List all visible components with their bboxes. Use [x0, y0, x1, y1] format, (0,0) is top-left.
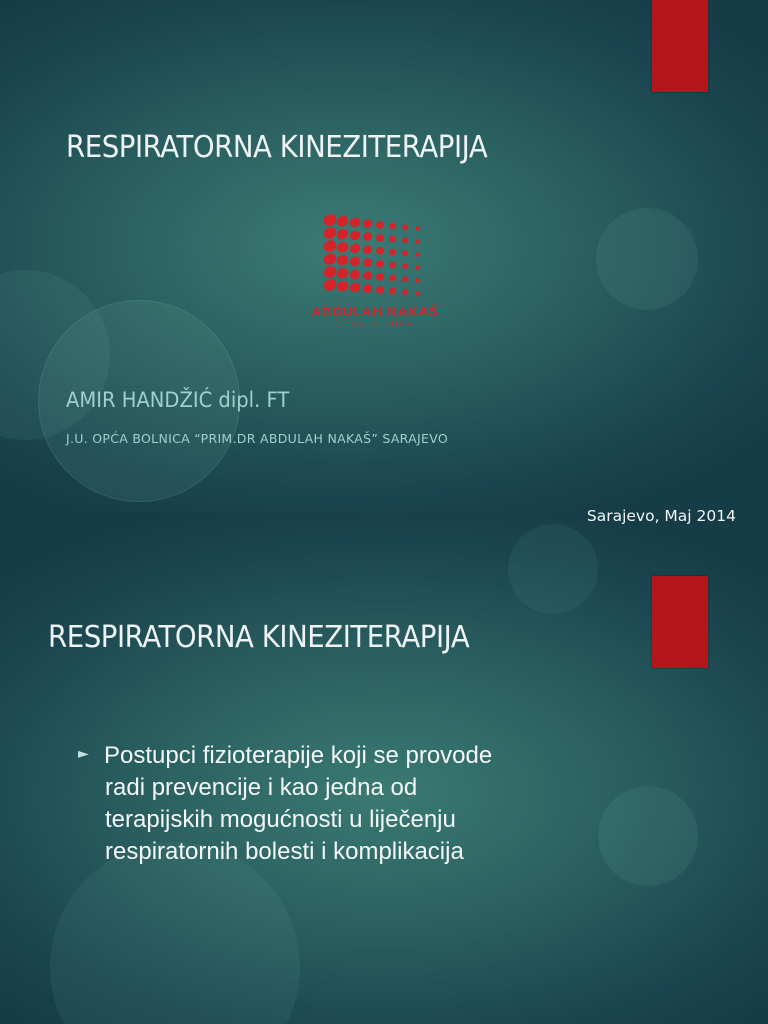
logo-dot [375, 259, 386, 269]
logo-dot [414, 290, 420, 296]
logo-dot [335, 240, 350, 254]
logo-dot [322, 277, 338, 292]
decor-bubble [596, 208, 698, 310]
decor-bubble [508, 524, 598, 614]
hospital-logo [290, 210, 460, 340]
logo-dot [348, 255, 361, 268]
logo-dot [388, 261, 397, 270]
logo-dot [322, 238, 338, 253]
logo-dot [401, 223, 409, 231]
bullet-item [78, 740, 638, 868]
logo-dot [335, 253, 350, 267]
logo-dot [414, 277, 420, 283]
logo-dot [348, 229, 361, 242]
logo-dot [322, 225, 338, 240]
logo-dot [401, 249, 409, 257]
decor-bubble [50, 842, 300, 1024]
logo-dot [348, 281, 361, 294]
bullet-line: terapijskih mogućnosti u liječenju [105, 806, 456, 833]
institution: J.U. OPĆA BOLNICA “PRIM.DR ABDULAH NAKAŠ” SARAJEVO [66, 431, 448, 446]
logo-dot [401, 236, 409, 244]
logo-dot [361, 257, 373, 268]
bullet-list [78, 740, 638, 868]
logo-dot [401, 288, 409, 296]
bullet-text [104, 740, 638, 868]
logo-dot [388, 274, 397, 283]
triangle-right-icon: ► [78, 746, 89, 762]
date: Sarajevo, Maj 2014 [586, 507, 736, 525]
logo-dot [348, 242, 361, 255]
logo-dot [322, 212, 338, 227]
logo-dot [414, 238, 420, 244]
logo-dot [414, 264, 420, 270]
logo-dot [388, 248, 397, 257]
logo-dot [335, 227, 350, 241]
logo-dot [375, 220, 386, 230]
logo-dot [401, 275, 409, 283]
logo-dot [388, 287, 397, 296]
logo-dot [361, 244, 373, 255]
accent-tab [652, 0, 708, 92]
logo-dot [361, 283, 373, 294]
logo-dot [361, 218, 373, 229]
logo-dot [414, 251, 420, 257]
logo-dot [361, 231, 373, 242]
bullet-line: radi prevencije i kao jedna od [105, 774, 418, 801]
author-name: AMIR HANDŽIĆ dipl. FT [66, 388, 290, 412]
logo-dot [335, 279, 350, 293]
logo-dot [375, 246, 386, 256]
bullet-line: respiratornih bolesti i komplikacija [105, 838, 464, 865]
accent-tab [652, 576, 708, 668]
logo-dot [348, 216, 361, 229]
logo-dot [335, 214, 350, 228]
content-slide [0, 512, 768, 1024]
logo-dot [348, 268, 361, 281]
logo-dot [335, 266, 350, 280]
logo-dot [388, 222, 397, 231]
logo-dot [322, 264, 338, 279]
bullet-line: Postupci fizioterapije koji se provode [104, 742, 493, 769]
slide-title: RESPIRATORNA KINEZITERAPIJA [48, 620, 470, 655]
logo-dots-graphic [290, 210, 460, 305]
logo-dot [375, 272, 386, 282]
logo-dot [322, 251, 338, 266]
logo-dot [361, 270, 373, 281]
logo-dot [414, 225, 420, 231]
logo-subtitle: OPĆA BOLNICA [336, 321, 414, 328]
slide-title: RESPIRATORNA KINEZITERAPIJA [66, 130, 488, 165]
logo-dot [375, 233, 386, 243]
logo-dot [388, 235, 397, 244]
logo-name: ABDULAH NAKAŠ [311, 304, 439, 319]
logo-dot [401, 262, 409, 270]
logo-dot [375, 285, 386, 295]
